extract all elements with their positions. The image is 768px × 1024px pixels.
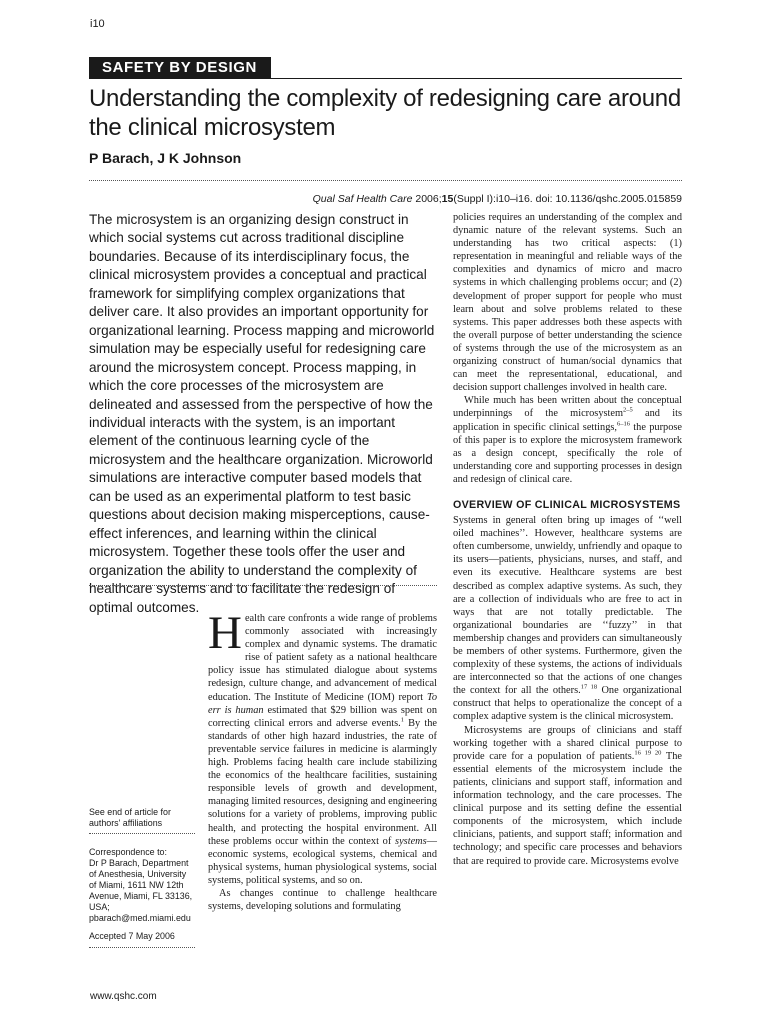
citation-journal: Qual Saf Health Care <box>312 193 413 205</box>
body-paragraph: As changes continue to challenge healthcare systems, developing solutions and formulating <box>208 887 437 913</box>
body-column-3 <box>453 211 682 868</box>
drop-cap: H <box>208 607 242 659</box>
intro-text-a: ealth care confronts a wide range of problems commonly associated with increasingly complex and dynamic systems. The dramatic rise of patient safety as a national healthcare policy issue has stimulated dialogue about systems redesign, culture change, and advancement of medical education. The Institute of Medicine (IOM) report <box>208 613 437 703</box>
paragraph-text: and its application in specific clinical settings, <box>453 408 682 433</box>
abstract <box>89 211 439 617</box>
paragraph-text: Systems in general often bring up images of ‘‘well oiled machines’’. However, healthcare systems are often cumbersome, unwieldy, unfriendly and opaque to its users—patients, physicians, nurses, and staff, and even its executive. Healthcare systems are best described as complex adaptive systems. As such, they are a collection of individuals who are free to act in ways that are not totally predictable. The organizational boundaries are ‘‘fuzzy’’ in that membership changes and providers can simultaneously be members of other systems. Furthermore, given the complexity of these systems, the actions of individuals are interconnected so that the actions of one changes the context for all the others. <box>453 515 682 697</box>
sidebar-divider-bottom <box>89 947 195 948</box>
citation-pages-doi: :i10–i16. doi: 10.1136/qshc.2005.015859 <box>493 193 682 205</box>
abstract-divider <box>89 585 437 586</box>
reference-marker: 16 19 20 <box>634 749 662 757</box>
reference-marker: 17 18 <box>580 683 598 691</box>
intro-paragraph <box>208 607 437 887</box>
body-paragraph <box>453 394 682 486</box>
abstract-text: The microsystem is an organizing design construct in which social systems cut across traditional discipline boundaries. Because of its interdisciplinary focus, the clinical microsystem provides a conceptual and practical framework for simplifying complex organizations that deliver care. It also provides an important opportunity for organizational learning. Process mapping and microworld simulation may be especially useful for redesigning care around the microsystem concept. Process mapping, in which the core processes of the microsystem are delineated and assessed from the perspective of how the individual interacts with the system, is an important element of the continuous learning cycle of the microsystem and the healthcare organization. Microworld simulations are interactive computer based models that can be used as an experimental platform to test basic questions about decision making misperceptions, cause-effect inferences, and learning within the clinical microsystem. Together these tools offer the user and organization the ability to understand the complexity of healthcare systems and to facilitate the redesign of optimal outcomes. <box>89 212 435 615</box>
intro-text-b: estimated that $29 billion was spent on correcting clinical errors and adverse events. <box>208 704 437 729</box>
correspondence <box>89 847 195 924</box>
body-paragraph <box>453 724 682 868</box>
citation-year: 2006; <box>415 193 442 205</box>
accepted-date: Accepted 7 May 2006 <box>89 931 175 941</box>
paragraph-text: While much has been written about the conceptual underpinnings of the microsystem <box>453 395 682 420</box>
correspondence-label: Correspondence to: <box>89 847 167 857</box>
intro-text-d: —economic systems, ecological systems, chemical and physical systems, human physiological systems, social systems, political systems, and so on. <box>208 835 437 886</box>
reference-marker: 1 <box>400 716 404 724</box>
body-column-2 <box>208 607 437 913</box>
reference-marker: 2–5 <box>623 406 633 414</box>
article-citation <box>313 193 682 205</box>
body-paragraph: policies requires an understanding of the complex and dynamic nature of the relevant systems. Such an understanding has two critical aspects: (1) representation in meaningful and reliable ways of the complexities and dynamics of micro and macro systems in which challenging problems occur; and (2) development of proper support for people who must learn about and solve problems related to these systems. This paper addresses both these aspects with the overall purpose of better understanding the science of systems through the use of the microsystem as an organizing construct of human/social dynamics that can meet the representational, educational, and decision support challenges involved in health care. <box>453 212 682 394</box>
section-badge: SAFETY BY DESIGN <box>89 57 271 78</box>
citation-issue: (Suppl I) <box>453 193 494 205</box>
paragraph-text: the purpose of this paper is to explore the microsystem framework as a design concept, specifically the role of understanding core and supporting processes in design and redesign of clinical care. <box>453 421 682 485</box>
paragraph-text: Microsystems are groups of clinicians and staff working together with a shared clinical purpose to provide care for a population of patients. <box>453 724 682 762</box>
header-divider <box>89 180 682 181</box>
paragraph-text: The essential elements of the microsystem include the patients, clinicians and support staff, information and information technology, and the care processes. The clinical purpose and its setting define the essential components of the microsystem, which include clinicians, patients, and support staff; information and technology; and specific care processes and behaviors that are required to provide care. Microsystems evolve <box>453 750 682 867</box>
article-title <box>89 84 689 142</box>
reference-marker: 6–16 <box>617 420 630 428</box>
report-title: To err is human <box>208 691 437 716</box>
section-heading: OVERVIEW OF CLINICAL MICROSYSTEMS <box>453 498 681 511</box>
correspondence-text: Dr P Barach, Department of Anesthesia, University of Miami, 1611 NW 12th Avenue, Miami, FL 33136, USA; pbarach@med.miami.edu <box>89 858 193 923</box>
section-rule <box>89 78 682 79</box>
paragraph-text: One organizational construct that helps to operationalize the concept of a complex adaptive system is the clinical microsystem. <box>453 685 682 723</box>
title-line-1: Understanding the complexity of redesigning care around <box>89 85 681 112</box>
sidebar-divider <box>89 833 195 834</box>
body-paragraph <box>453 514 682 724</box>
intro-text-c: By the standards of other high hazard industries, the rate of preventable service failures in medicine is alarmingly high. Problems facing health care include stabilizing the economics of the healthcare facilities, sustaining responsible levels of growth and development, managing limited resources, designing and engineering solutions for a variety of problems, improving public health, and protecting the hospital environment. All these problems occur within the context of <box>208 717 437 847</box>
footer-url[interactable]: www.qshc.com <box>90 991 157 1002</box>
citation-volume: 15 <box>441 193 454 205</box>
page-number: i10 <box>90 18 105 30</box>
title-line-2: the clinical microsystem <box>89 114 336 141</box>
affiliations-note: See end of article for authors' affiliations <box>89 807 171 828</box>
systems-emphasis: systems <box>395 835 427 847</box>
article-authors: P Barach, J K Johnson <box>89 150 242 166</box>
